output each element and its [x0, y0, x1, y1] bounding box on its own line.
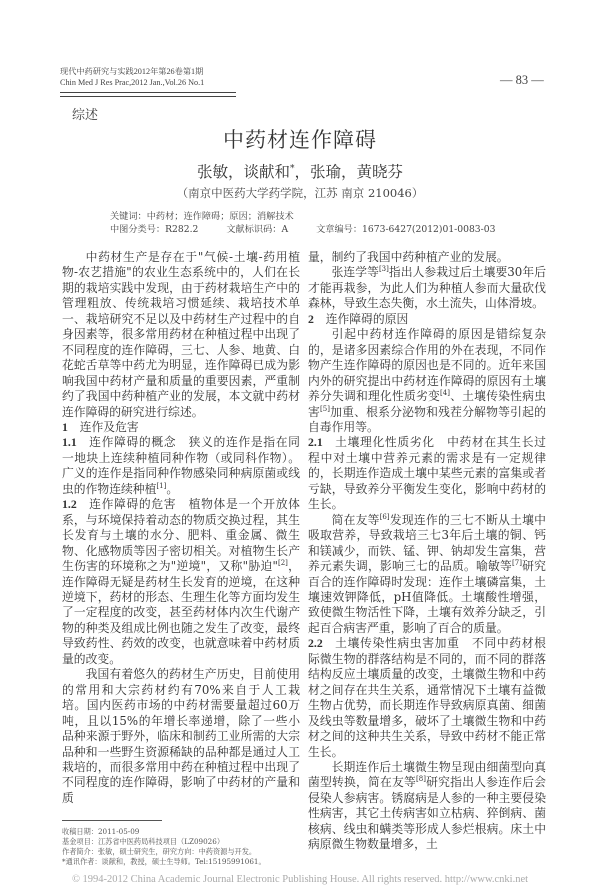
subsection-title: 连作障碍的概念: [88, 435, 177, 450]
section-label: 综述: [72, 108, 99, 123]
paragraph: [308, 760, 546, 853]
section-number: 1: [62, 419, 68, 434]
text-run: 量，制约了我国中药种植产业的发展。: [308, 250, 509, 264]
paragraph-continuation: [308, 250, 546, 265]
text-run: 我国有着悠久的药材生产历史，目前使用的常用和大宗药材约有70%来自于人工栽培。国内医药市场的中药材需要量超过60万吨，且以15%的年增长率递增，除了一些小品种来源于野外，临床和制药工业所需的大宗品种和一些野生资源稀缺的品种都是通过人工栽培的，而很多常用中药在种植过程中出现了不同程度的连作障碍，影响了中药材的产量和质: [62, 667, 300, 805]
text-run: 、土壤传染性病虫害: [308, 389, 546, 419]
text-run: 不同中药材根际微生物的群落结构是不同的，而不同的群落结构反应土壤质量的改变，土壤微生物和中药材之间存在共生关系，通常情况下土壤有益微生物占优势，而长期连作导致病原真菌、细菌及线虫等数量增多，破坏了土壤微生物和中药材之间的这种共生关系，导致中药材不能正常生长。: [308, 636, 546, 759]
text-run: 中药材生产是存在于"气候-土壤-药用植物-农艺措施"的农业生态系统中的，人们在长期的栽培实践中发现，由于药材栽培生产中的管理粗放、传统栽培习惯延续、栽培技术单一、栽培研究不足以及中药材生产过程中的自身因素等，很多常用药材在种植过程中出现了不同程度的连作障碍，三七、人参、地黄、白花蛇舌草等中药尤为明显，连作障碍已成为影响我国中药材产量和质量的重要因素，严重制约了我国中药种植产业的发展，本文就中药材连作障碍的研究进行综述。: [62, 250, 300, 419]
text-run: 简在友等: [331, 512, 380, 527]
text-run: 。: [166, 481, 179, 496]
subsection-paragraph: [62, 497, 300, 667]
copyright-footer: © 1994-2012 China Academic Journal Electronic Publishing House. All rights reserved. http://www.cnki.net: [71, 874, 529, 886]
citation-ref: [1]: [156, 481, 167, 490]
citation-ref: [5]: [320, 404, 330, 413]
section-heading: [308, 312, 546, 327]
footnote-received-date: 收稿日期：2011-05-09: [62, 827, 140, 837]
text-run: 指出人参栽过后土壤要30年后才能再栽参，为此人们为种植人参而大量砍伐森林，导致生态失衡，水土流失，山体滑坡。: [308, 265, 546, 311]
journal-name-cn: 现代中药研究与实践2012年第26卷第1期: [60, 67, 204, 76]
section-title: 连作及危害: [79, 419, 139, 434]
footnote-funding: 基金项目：江苏省中医药局科技项目（LZ09026）: [62, 837, 225, 847]
subsection-number: 1.2: [62, 497, 77, 512]
paragraph: [308, 513, 546, 637]
section-number: 2: [308, 311, 314, 326]
footnotes: [62, 827, 300, 867]
text-run: ，连作障碍无疑是药材生长发育的逆境，在这种逆境下，药材的形态、生理生化等方面均发生了一定程度的改变，甚至药材体内次生代谢产物的种类及组成比例也随之发生了改变，最终导致药性、药效的改变，也就意味着中药材质量的改变。: [62, 559, 300, 666]
section-title: 连作障碍的原因: [325, 311, 409, 326]
subsection-paragraph: [308, 435, 546, 512]
subsection-title: 土壤传染性病虫害加重: [334, 636, 460, 651]
affiliation: （南京中医药大学药学院，江苏 南京 210046）: [176, 186, 424, 200]
subsection-number: 1.1: [62, 435, 77, 450]
text-run: 中药材在其生长过程中对土壤中营养元素的需求是有一定规律的，长期连作造成土壤中某些元素的富集或者亏缺，导致养分平衡发生变化，影响中药材的生长。: [308, 435, 546, 512]
citation-ref: [2]: [277, 559, 288, 568]
citation-ref: [4]: [440, 389, 450, 398]
paragraph: [62, 250, 300, 420]
paragraph: [308, 265, 546, 311]
citation-ref: [7]: [512, 559, 522, 568]
subsection-title: 土壤理化性质劣化: [334, 435, 435, 450]
article-number: 文章编号：1673-6427(2012)01-0083-03: [316, 224, 496, 235]
body-column-left: [62, 250, 300, 867]
section-heading: [62, 420, 300, 435]
subsection-title: 连作障碍的危害: [88, 497, 177, 512]
footnote-author-bio: 作者简介：张敏，硕士研究生，研究方向：中药资源与开发。: [62, 847, 257, 857]
text-run: 张连学等: [331, 265, 379, 280]
paragraph: [308, 327, 546, 435]
authors-part-2: ，张瑜，黄晓芬: [294, 163, 404, 181]
citation-ref: [8]: [416, 775, 426, 784]
paragraph: [62, 667, 300, 806]
text-run: 长期连作后土壤微生物呈现由细菌型向真菌型转换，简在友等: [308, 759, 546, 790]
corresponding-author-mark: *: [290, 163, 295, 174]
document-code: 文献标识码：A: [226, 224, 289, 235]
text-run: 植物体是一个开放体系，与环境保持着动态的物质交换过程，其生长发育与土壤的水分、肥料、重金属、微生物、化感物质等因子密切相关。对植物生长产生伤害的环境称之为"逆境"，又称"胁迫": [62, 497, 300, 574]
keywords: 关键词：中药材；连作障碍；原因；消解技术: [110, 211, 294, 222]
footnote-corresponding-author: *通讯作者：谈献和，教授，硕士生导师。Tel:15195991061。: [62, 857, 266, 867]
citation-ref: [3]: [378, 265, 389, 274]
text-run: 狭义的连作是指在同一地块上连续种植同种作物（或同科作物）。广义的连作是指同种作物感染同种病原菌或线虫的作物连续种植: [62, 435, 300, 496]
text-run: 研究百合的连作障碍时发现：连作土壤磷富集，土壤速效钾降低，pH值降低。土壤酸性增强，致使微生物活性下降，土壤有效养分缺乏，引起百合病害严重，影响了百合的质量。: [308, 559, 546, 635]
subsection-number: 2.2: [308, 636, 323, 651]
subsection-paragraph: [308, 636, 546, 760]
footnote-rule: [62, 820, 162, 821]
journal-name-en: Chin Med J Res Prac,2012 Jan.,Vol.26 No.1: [60, 78, 205, 87]
text-run: 发现连作的三七不断从土壤中吸取营养，导致栽培三七3年后土壤的铜、钙和镁减少，而铁、锰、钾、钠却发生富集，营养元素失调，影响三七的品质。喻敏等: [308, 512, 546, 574]
subsection-paragraph: [62, 435, 300, 497]
text-run: 加重、根系分泌物和残茬分解物等引起的自毒作用等。: [308, 404, 546, 434]
clc-number: 中图分类号：R282.2: [110, 224, 199, 235]
subsection-number: 2.1: [308, 435, 323, 450]
authors-part-1: 张敏，谈献和: [196, 163, 290, 181]
citation-ref: [6]: [379, 512, 390, 521]
text-run: 引起中药材连作障碍的原因是错综复杂的，是诸多因素综合作用的外在表现，不同作物产生连作障碍的原因也是不同的。近年来国内外的研究提出中药材连作障碍的原因有土壤养分失调和理化性质劣变: [308, 327, 546, 404]
left-column-text: [62, 250, 300, 806]
body-column-right: [308, 250, 546, 867]
text-run: 研究指出人参连作后会侵染人参病害。锈腐病是人参的一种主要侵染性病害，其它土传病害如立枯病、猝倒病、菌核病、线虫和螨类等形成人参烂根病。床土中病原微生物数量增多，土: [308, 775, 546, 852]
page-number: — 83 —: [500, 73, 544, 87]
article-title: 中药材连作障碍: [223, 128, 377, 152]
